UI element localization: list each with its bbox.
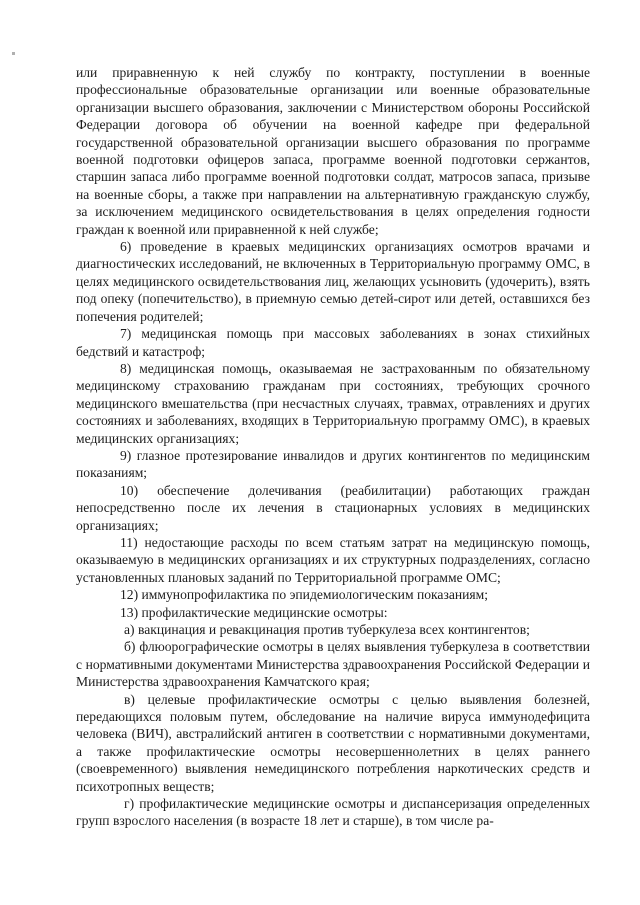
subitem-v: в) целевые профилактические осмотры с целью выявления болезней, передающихся половым путем, обследование на наличие вируса иммунодефицита человека (ВИЧ), австралийский антиген в соответствии с нормативными документами, а также профилактические осмотры несовершеннолетних в целях раннего (своевременного) выявления немедицинского потребления наркотических средств и психотропных веществ; [76, 691, 590, 794]
paragraph-item-12: 12) иммунопрофилактика по эпидемиологическим показаниям; [120, 587, 489, 603]
subitem-a: а) вакцинация и ревакцинация против туберкулеза всех контингентов; [124, 622, 530, 637]
paragraph-item-9: 9) глазное протезирование инвалидов и других контингентов по медицинским показаниям; [76, 447, 590, 481]
paragraph-item-13: 13) профилактические медицинские осмотры: [120, 604, 388, 620]
paragraph-item-7: 7) медицинская помощь при массовых заболеваниях в зонах стихийных бедствий и катастроф; [76, 326, 590, 359]
document-body [76, 64, 590, 830]
paragraph-item-6: 6) проведение в краевых медицинских организациях осмотров врачами и диагностических исследований, не включенных в Территориальную программу ОМС, в целях медицинского освидетельствования лиц, желающих усыновить (удочерить), взять под опеку (попечительство), в приемную семью детей-сирот или детей, оставшихся без попечения родителей; [76, 239, 590, 324]
scan-dot [12, 52, 15, 55]
subitem-b: б) флюорографические осмотры в целях выявления туберкулеза в соответствии с нормативными документами Министерства здравоохранения Российской Федерации и Министерства здравоохранения Камчатского края; [76, 639, 590, 690]
paragraph-item-10: 10) обеспечение долечивания (реабилитации) работающих граждан непосредственно после их лечения в стационарных условиях в медицинских организациях; [76, 482, 590, 533]
paragraph-item-8: 8) медицинская помощь, оказываемая не застрахованным по обязательному медицинскому страхованию гражданам при состояниях, требующих срочного медицинского вмешательства (при несчастных случаях, травмах, отравлениях и других состояниях и заболеваниях, входящих в Территориальную программу ОМС), в краевых медицинских организациях; [76, 360, 590, 446]
paragraph-item-11: 11) недостающие расходы по всем статьям затрат на медицинскую помощь, оказываемую в медицинских организациях и их структурных подразделениях, согласно установленных плановых заданий по Территориальной программе ОМС; [76, 534, 590, 585]
paragraph-continuation: или приравненную к ней службу по контракту, поступлении в военные профессиональные образовательные организации или военные образовательные организации высшего образования, заключении с Министерством обороны Российской Федерации договора об обучении на военной кафедре при федеральной государственной образовательной организации высшего образования по программе военной подготовки офицеров запаса, программе военной подготовки сержантов, старшин запаса либо программе военной подготовки солдат, матросов запаса, призыве на военные сборы, а также при направлении на альтернативную гражданскую службу, за исключением медицинского освидетельствования в целях определения годности граждан к военной или приравненной к ней службе; [76, 65, 590, 237]
subitem-g: г) профилактические медицинские осмотры и диспансеризация определенных групп взрослого населения (в возрасте 18 лет и старше), в том числе ра- [76, 796, 590, 829]
